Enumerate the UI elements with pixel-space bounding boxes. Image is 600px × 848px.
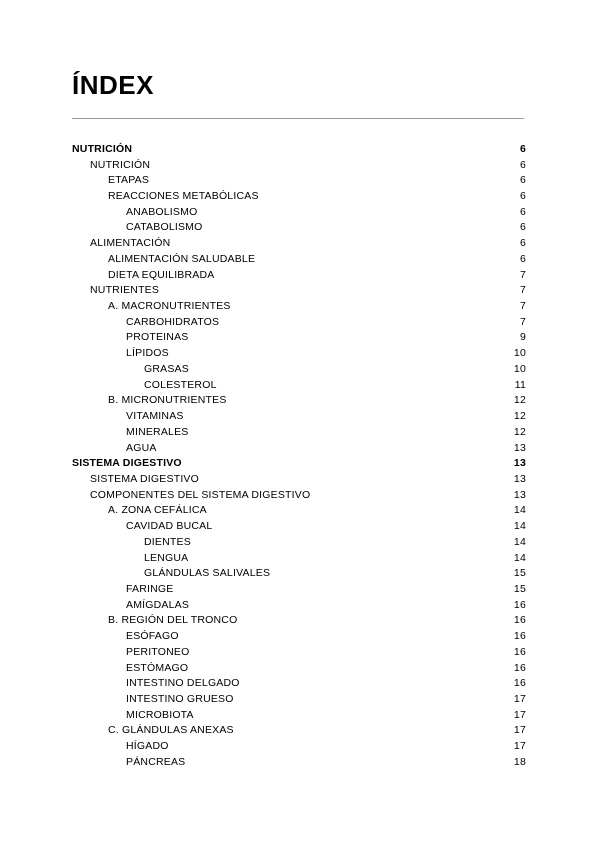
toc-entry-label: ALIMENTACIÓN SALUDABLE bbox=[108, 252, 256, 265]
toc-entry-label: ALIMENTACIÓN bbox=[90, 237, 171, 250]
toc-page-number: 12 bbox=[513, 410, 526, 423]
toc-page-number: 17 bbox=[513, 740, 526, 753]
toc-entry[interactable] bbox=[72, 738, 526, 754]
toc-entry-label: CAVIDAD BUCAL bbox=[126, 520, 213, 533]
toc-page-number: 7 bbox=[519, 284, 526, 297]
toc-entry-label: DIENTES bbox=[144, 535, 191, 548]
toc-page-number: 14 bbox=[513, 551, 526, 564]
toc-entry-label: HÍGADO bbox=[126, 740, 169, 753]
toc-page-number: 12 bbox=[513, 425, 526, 438]
toc-page-number: 6 bbox=[519, 221, 526, 234]
toc-page-number: 18 bbox=[513, 755, 526, 768]
toc-entry[interactable] bbox=[72, 613, 526, 629]
toc-entry-label: CARBOHIDRATOS bbox=[126, 315, 220, 328]
toc-entry[interactable] bbox=[72, 675, 526, 691]
toc-page-number: 6 bbox=[519, 205, 526, 218]
table-of-contents bbox=[72, 141, 526, 770]
toc-page-number: 6 bbox=[519, 237, 526, 250]
toc-section-heading[interactable] bbox=[72, 455, 526, 471]
toc-entry[interactable] bbox=[72, 408, 526, 424]
toc-page-number: 15 bbox=[513, 582, 526, 595]
toc-entry-label: PERITONEO bbox=[126, 645, 190, 658]
toc-entry-label: COMPONENTES DEL SISTEMA DIGESTIVO bbox=[90, 488, 311, 501]
toc-entry[interactable] bbox=[72, 660, 526, 676]
toc-page-number: 16 bbox=[513, 645, 526, 658]
toc-page-number: 11 bbox=[514, 378, 526, 391]
toc-page-number: 16 bbox=[513, 614, 526, 627]
toc-entry-label: INTESTINO GRUESO bbox=[126, 693, 234, 706]
toc-entry[interactable] bbox=[72, 298, 526, 314]
toc-entry-label: REACCIONES METABÓLICAS bbox=[108, 190, 259, 203]
page-title: ÍNDEX bbox=[72, 70, 154, 100]
toc-entry[interactable] bbox=[72, 157, 526, 173]
toc-entry-label: ESTÓMAGO bbox=[126, 661, 189, 674]
toc-page-number: 13 bbox=[513, 472, 526, 485]
toc-entry-label: DIETA EQUILIBRADA bbox=[108, 268, 215, 281]
toc-entry-label: SISTEMA DIGESTIVO bbox=[72, 457, 182, 470]
toc-entry[interactable] bbox=[72, 723, 526, 739]
toc-page-number: 14 bbox=[513, 504, 526, 517]
toc-entry-label: A. MACRONUTRIENTES bbox=[108, 300, 231, 313]
toc-entry-label: GRASAS bbox=[144, 362, 189, 375]
toc-page-number: 16 bbox=[513, 661, 526, 674]
toc-page-number: 12 bbox=[513, 394, 526, 407]
toc-entry-label: NUTRIENTES bbox=[90, 284, 160, 297]
toc-entry[interactable] bbox=[72, 581, 526, 597]
toc-page-number: 7 bbox=[519, 300, 526, 313]
toc-entry[interactable] bbox=[72, 330, 526, 346]
toc-entry[interactable] bbox=[72, 518, 526, 534]
toc-entry[interactable] bbox=[72, 628, 526, 644]
toc-entry[interactable] bbox=[72, 345, 526, 361]
toc-entry-label: CATABOLISMO bbox=[126, 221, 203, 234]
toc-entry[interactable] bbox=[72, 487, 526, 503]
toc-page-number: 6 bbox=[519, 252, 526, 265]
toc-page-number: 16 bbox=[513, 677, 526, 690]
toc-page-number: 16 bbox=[513, 630, 526, 643]
toc-entry[interactable] bbox=[72, 707, 526, 723]
toc-entry[interactable] bbox=[72, 267, 526, 283]
toc-entry[interactable] bbox=[72, 377, 526, 393]
toc-entry[interactable] bbox=[72, 503, 526, 519]
toc-entry-label: ANABOLISMO bbox=[126, 205, 198, 218]
toc-entry[interactable] bbox=[72, 220, 526, 236]
toc-entry[interactable] bbox=[72, 644, 526, 660]
toc-entry[interactable] bbox=[72, 361, 526, 377]
toc-entry-label: PÁNCREAS bbox=[126, 755, 186, 768]
toc-page-number: 13 bbox=[513, 457, 526, 470]
toc-entry-label: LENGUA bbox=[144, 551, 189, 564]
toc-section-heading[interactable] bbox=[72, 141, 526, 157]
toc-entry[interactable] bbox=[72, 597, 526, 613]
toc-entry-label: VITAMINAS bbox=[126, 410, 184, 423]
toc-entry-label: NUTRICIÓN bbox=[72, 142, 133, 155]
toc-entry[interactable] bbox=[72, 314, 526, 330]
toc-entry[interactable] bbox=[72, 565, 526, 581]
toc-entry[interactable] bbox=[72, 550, 526, 566]
toc-entry[interactable] bbox=[72, 188, 526, 204]
toc-entry-label: GLÁNDULAS SALIVALES bbox=[144, 567, 271, 580]
toc-entry[interactable] bbox=[72, 754, 526, 770]
toc-entry-label: PROTEINAS bbox=[126, 331, 189, 344]
toc-page-number: 7 bbox=[519, 315, 526, 328]
toc-entry-label: LÍPIDOS bbox=[126, 347, 169, 360]
toc-page-number: 13 bbox=[513, 488, 526, 501]
toc-page-number: 6 bbox=[519, 142, 526, 155]
toc-page-number: 6 bbox=[519, 158, 526, 171]
toc-entry-label: C. GLÁNDULAS ANEXAS bbox=[108, 724, 234, 737]
toc-entry[interactable] bbox=[72, 251, 526, 267]
toc-entry-label: NUTRICIÓN bbox=[90, 158, 151, 171]
toc-page-number: 9 bbox=[519, 331, 526, 344]
toc-page-number: 15 bbox=[513, 567, 526, 580]
toc-page-number: 13 bbox=[513, 441, 526, 454]
toc-page-number: 10 bbox=[513, 347, 526, 360]
toc-entry[interactable] bbox=[72, 424, 526, 440]
toc-entry-label: ETAPAS bbox=[108, 174, 150, 187]
toc-page-number: 16 bbox=[513, 598, 526, 611]
toc-page-number: 14 bbox=[513, 535, 526, 548]
toc-entry-label: A. ZONA CEFÁLICA bbox=[108, 504, 207, 517]
toc-page-number: 14 bbox=[513, 520, 526, 533]
toc-entry[interactable] bbox=[72, 172, 526, 188]
toc-entry-label: SISTEMA DIGESTIVO bbox=[90, 472, 200, 485]
toc-entry-label: FARINGE bbox=[126, 582, 174, 595]
toc-entry-label: AMÍGDALAS bbox=[126, 598, 190, 611]
toc-page-number: 6 bbox=[519, 190, 526, 203]
toc-entry-label: COLESTEROL bbox=[144, 378, 217, 391]
toc-entry-label: INTESTINO DELGADO bbox=[126, 677, 240, 690]
toc-entry-label: MICROBIOTA bbox=[126, 708, 194, 721]
toc-entry-label: ESÓFAGO bbox=[126, 630, 179, 643]
toc-page-number: 17 bbox=[513, 693, 526, 706]
toc-entry[interactable] bbox=[72, 471, 526, 487]
toc-entry-label: B. MICRONUTRIENTES bbox=[108, 394, 227, 407]
toc-page-number: 17 bbox=[513, 724, 526, 737]
toc-entry[interactable] bbox=[72, 440, 526, 456]
toc-page-number: 6 bbox=[519, 174, 526, 187]
toc-entry[interactable] bbox=[72, 534, 526, 550]
toc-entry[interactable] bbox=[72, 235, 526, 251]
toc-entry-label: MINERALES bbox=[126, 425, 189, 438]
toc-entry-label: AGUA bbox=[126, 441, 157, 454]
toc-page-number: 7 bbox=[519, 268, 526, 281]
toc-entry[interactable] bbox=[72, 393, 526, 409]
title-divider bbox=[72, 118, 524, 119]
toc-entry-label: B. REGIÓN DEL TRONCO bbox=[108, 614, 238, 627]
toc-page-number: 10 bbox=[513, 362, 526, 375]
toc-page-number: 17 bbox=[513, 708, 526, 721]
toc-entry[interactable] bbox=[72, 282, 526, 298]
toc-entry[interactable] bbox=[72, 691, 526, 707]
toc-entry[interactable] bbox=[72, 204, 526, 220]
